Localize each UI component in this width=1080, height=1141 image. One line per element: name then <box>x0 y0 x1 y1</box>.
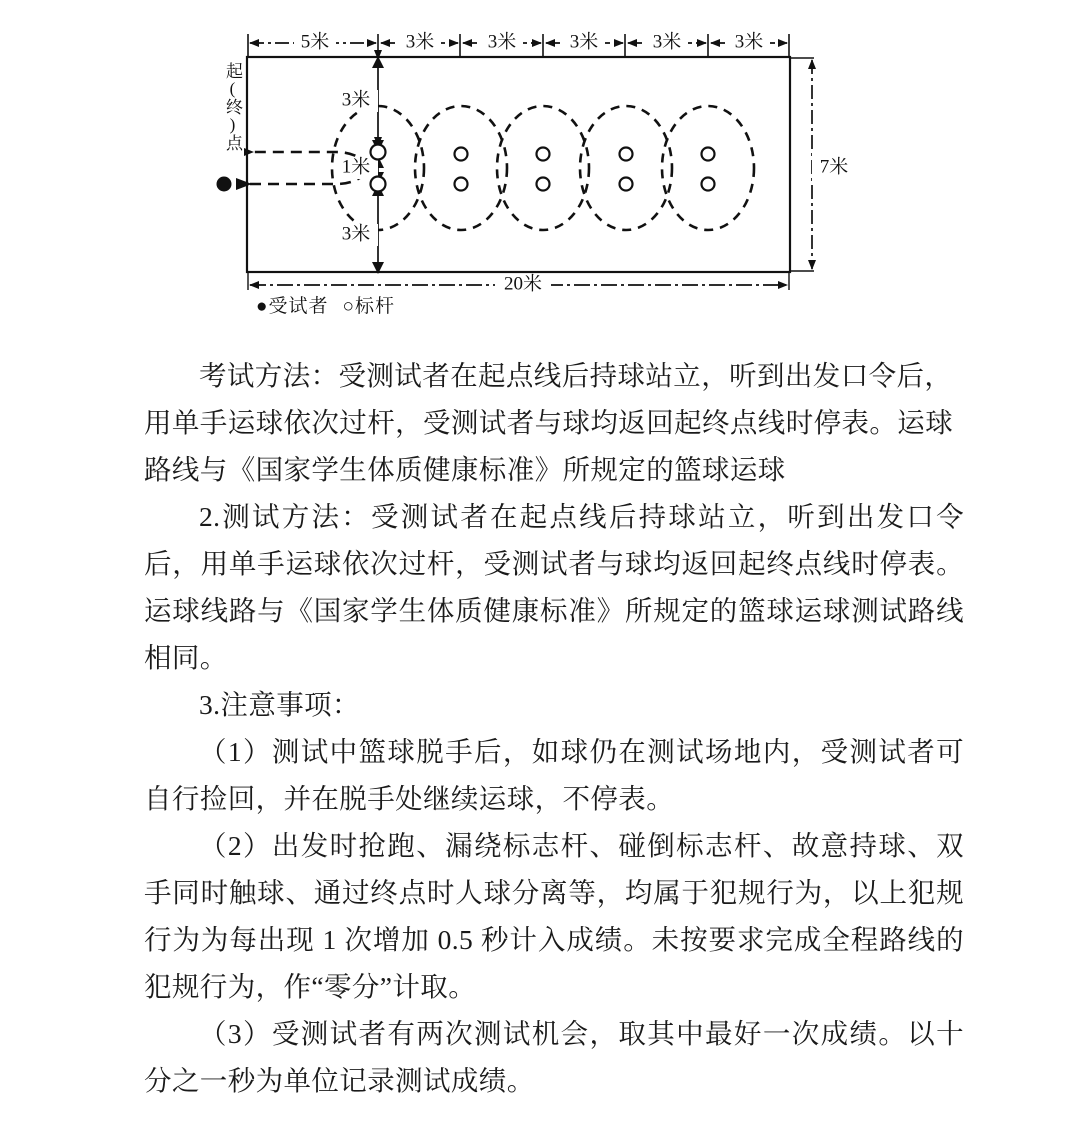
top-dim-label-5: 3米 <box>734 31 764 53</box>
dribble-path-loops <box>332 106 754 230</box>
top-dim-label-0: 5米 <box>300 31 330 53</box>
pole-2-lower <box>455 178 468 191</box>
vert-dim-label-mid: 1米 <box>341 156 371 178</box>
court-diagram-figure <box>0 0 1080 335</box>
vert-dim-label-top: 3米 <box>341 89 371 111</box>
pole-5-upper <box>702 148 715 161</box>
outbound-arrowhead <box>236 178 252 190</box>
pole-4-upper <box>620 148 633 161</box>
top-dim-label-2: 3米 <box>487 31 517 53</box>
dribble-loop-5 <box>662 106 754 230</box>
subject-start-dot <box>217 177 232 192</box>
paragraph-test-method: 2.测试方法：受测试者在起点线后持球站立，听到出发口令后，用单手运球依次过杆，受测试者与球均返回起终点线时停表。运球线路与《国家学生体质健康标准》所规定的篮球运球测试路线相同。 <box>144 501 964 673</box>
bottom-dimension-label <box>495 272 551 296</box>
paragraph-exam-method: 考试方法：受测试者在起点线后持球站立，听到出发口令后，用单手运球依次过杆，受测试者与球均返回起终点线时停表。运球路线与《国家学生体质健康标准》所规定的篮球运球 <box>144 360 954 485</box>
legend-subject-label: 受试者 <box>268 296 329 317</box>
pole-4-lower <box>620 178 633 191</box>
bottom-dim-text: 20米 <box>503 273 543 295</box>
court-boundary-rect <box>247 57 790 272</box>
legend-subject-marker: ● <box>256 296 269 317</box>
start-finish-line-label: 起(终)点 <box>223 62 242 151</box>
dribble-loop-2 <box>415 106 507 230</box>
pole-5-lower <box>702 178 715 191</box>
document-body <box>144 352 964 1104</box>
legend-pole-label: 标杆 <box>354 296 395 317</box>
paragraph-note-2: （2）出发时抢跑、漏绕标志杆、碰倒标志杆、故意持球、双手同时触球、通过终点时人球分离等，均属于犯规行为，以上犯规行为为每出现 1 次增加 0.5 秒计入成绩。未按要求完成全程路线的犯规行为，作“零分”计取。 <box>144 830 964 1002</box>
top-dim-label-4: 3米 <box>652 31 682 53</box>
pole-1-lower <box>371 177 386 192</box>
pole-1-upper <box>371 145 386 160</box>
dribble-loop-3 <box>497 106 589 230</box>
right-dimension-ticks <box>790 58 814 271</box>
paragraph-note-1: （1）测试中篮球脱手后，如球仍在测试场地内，受测试者可自行捡回，并在脱手处继续运球，不停表。 <box>144 736 964 814</box>
top-dim-label-1: 3米 <box>405 31 435 53</box>
pole-3-upper <box>537 148 550 161</box>
vert-dim-label-bottom: 3米 <box>341 223 371 245</box>
paragraph-notes-heading: 3.注意事项： <box>199 689 360 720</box>
right-dimension-label <box>812 152 858 184</box>
paragraph-note-3: （3）受测试者有两次测试机会，取其中最好一次成绩。以十分之一秒为单位记录测试成绩。 <box>144 1018 964 1096</box>
court-diagram-svg <box>0 0 1080 335</box>
top-dimension-labels <box>294 26 770 52</box>
right-dim-text: 7米 <box>819 156 849 178</box>
pole-3-lower <box>537 178 550 191</box>
pole-2-upper <box>455 148 468 161</box>
dribble-loop-4 <box>580 106 672 230</box>
top-dim-label-3: 3米 <box>569 31 599 53</box>
legend-pole-marker: ○ <box>342 296 355 317</box>
figure-legend <box>256 291 395 318</box>
